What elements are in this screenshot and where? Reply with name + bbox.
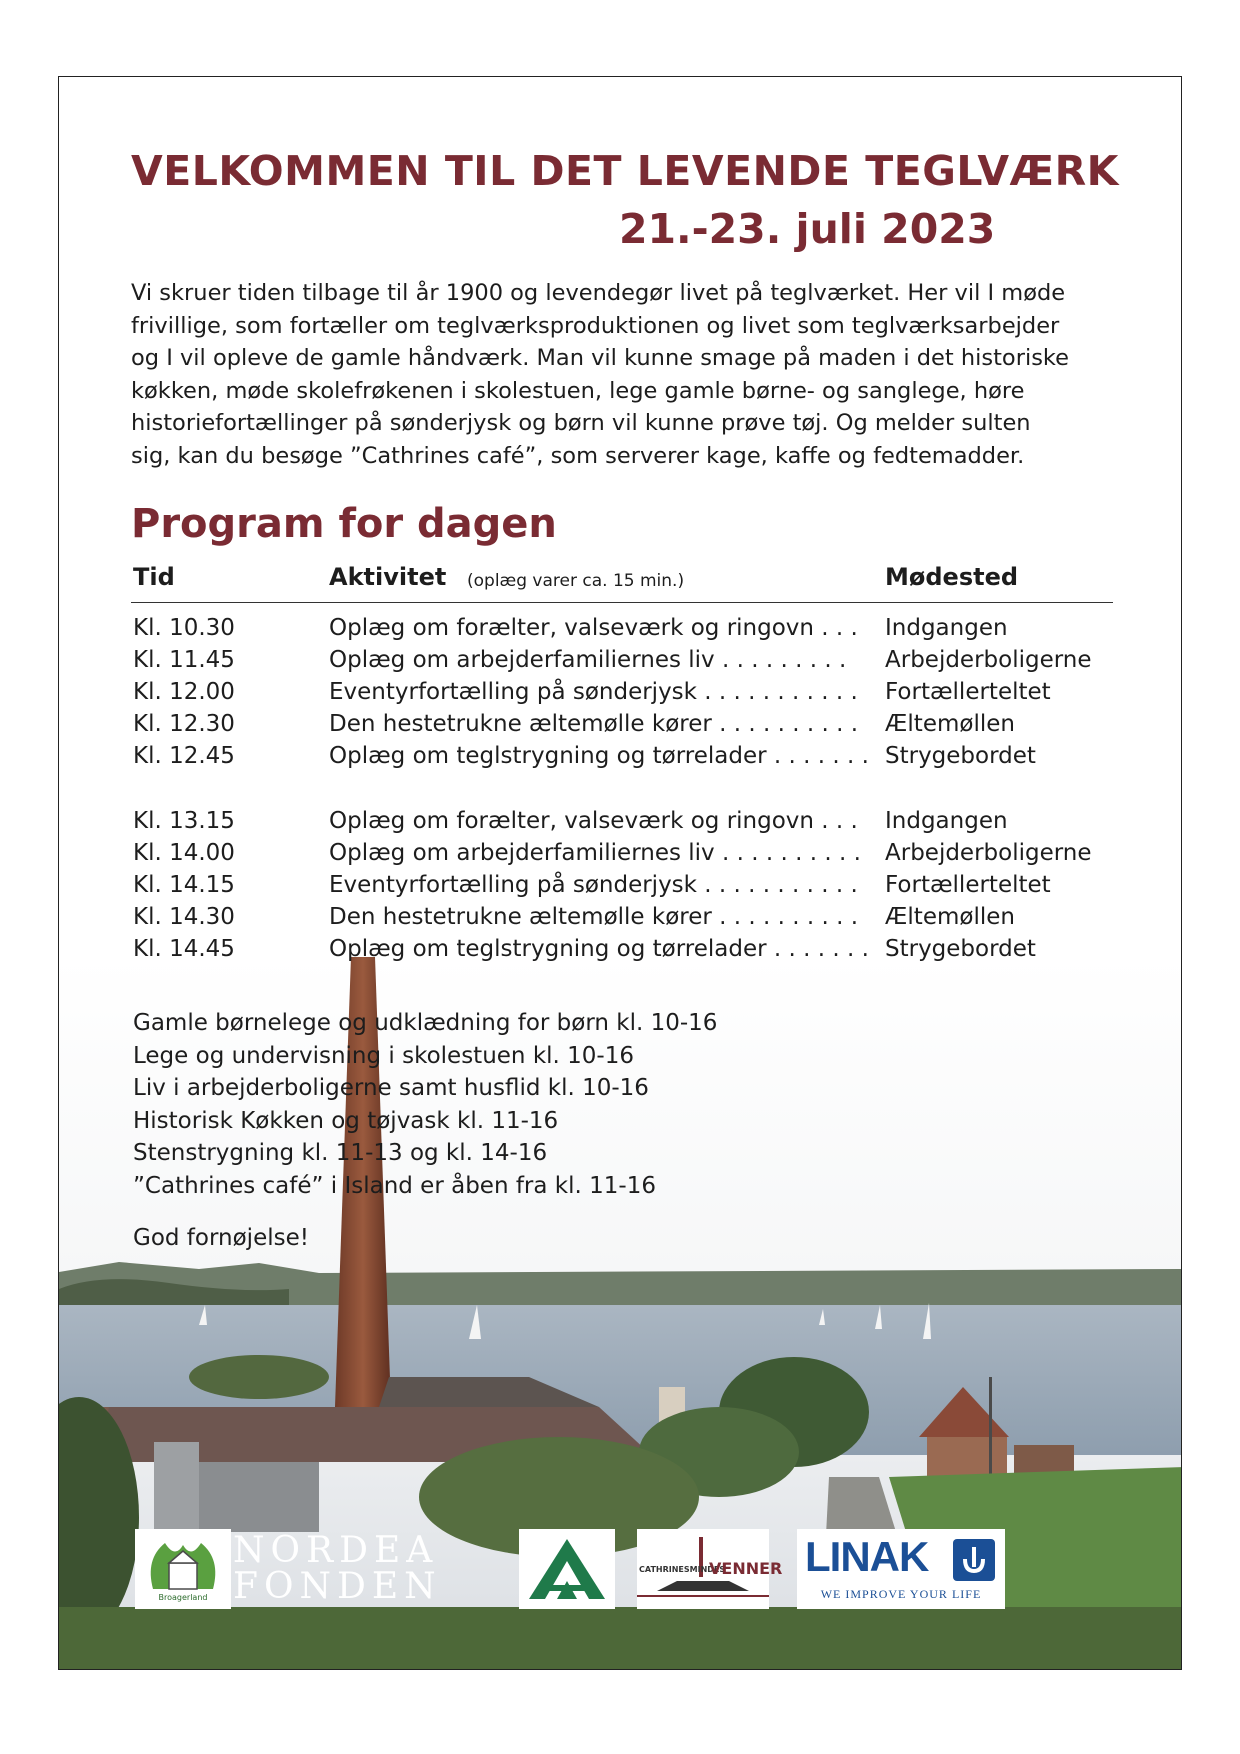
schedule-time: Kl. 11.45 <box>133 647 235 673</box>
intro-paragraph <box>131 277 1131 472</box>
column-header-time: Tid <box>133 563 175 591</box>
schedule-time: Kl. 13.15 <box>133 808 235 834</box>
closing-greeting: God fornøjelse! <box>133 1225 309 1251</box>
nordea-text: NORDEA <box>233 1530 439 1571</box>
intro-line: sig, kan du besøge ”Cathrines café”, som serverer kage, kaffe og fedtemadder. <box>131 442 1025 469</box>
fonden-text: FONDEN <box>233 1566 442 1607</box>
schedule-activity: Oplæg om teglstrygning og tørrelader . . . . . . . <box>329 743 869 769</box>
schedule-time: Kl. 10.30 <box>133 615 235 641</box>
intro-line: køkken, møde skolefrøkenen i skolestuen, lege gamle børne- og sanglege, høre <box>131 377 1025 404</box>
schedule-row <box>59 904 1182 936</box>
schedule-activity: Eventyrfortælling på sønderjysk . . . . . . . . . . . <box>329 679 858 705</box>
venner-text: VENNER <box>709 1559 783 1578</box>
schedule-place: Æltemøllen <box>885 904 1015 930</box>
schedule-row <box>59 872 1182 904</box>
nordea-fonden-logo <box>233 1529 459 1609</box>
column-header-activity: Aktivitet <box>329 563 447 591</box>
schedule-place: Arbejderboligerne <box>885 840 1092 866</box>
schedule-place: Fortællerteltet <box>885 679 1051 705</box>
linak-wordmark: LINAK <box>805 1533 929 1580</box>
schedule-activity: Oplæg om arbejderfamiliernes liv . . . . . . . . . . <box>329 840 861 866</box>
intro-line: og I vil opleve de gamle håndværk. Man vil kunne smage på maden i det historiske <box>131 345 1069 371</box>
program-heading: Program for dagen <box>131 501 557 547</box>
broagerland-label: Broagerland <box>158 1593 208 1602</box>
schedule-time: Kl. 12.30 <box>133 711 235 737</box>
activity-line: Historisk Køkken og tøjvask kl. 11-16 <box>133 1107 559 1134</box>
schedule-time: Kl. 14.15 <box>133 872 235 898</box>
activity-line: Stenstrygning kl. 11-13 og kl. 14-16 <box>133 1140 548 1166</box>
schedule-row <box>59 679 1182 711</box>
poster <box>58 76 1182 1670</box>
linak-logo <box>797 1529 1005 1609</box>
event-date: 21.-23. juli 2023 <box>619 205 996 253</box>
cathrinesmindes-venner-logo <box>637 1529 783 1609</box>
schedule-row <box>59 936 1182 968</box>
schedule-row <box>59 840 1182 872</box>
linak-tagline: WE IMPROVE YOUR LIFE <box>820 1587 982 1601</box>
schedule-time: Kl. 14.30 <box>133 904 235 930</box>
schedule-activity: Oplæg om teglstrygning og tørrelader . . . . . . . <box>329 936 869 962</box>
schedule-time: Kl. 12.45 <box>133 743 235 769</box>
poster-title: VELKOMMEN TIL DET LEVENDE TEGLVÆRK <box>131 147 1119 195</box>
triangle-emblem-icon <box>519 1529 615 1609</box>
schedule-activity: Oplæg om forælter, valseværk og ringovn . . . <box>329 615 858 641</box>
broagerland-logo <box>135 1529 231 1609</box>
schedule-row <box>59 743 1182 775</box>
schedule-place: Fortællerteltet <box>885 872 1051 898</box>
cathrinesmindes-text: CATHRINESMINDES <box>639 1565 726 1574</box>
schedule-place: Indgangen <box>885 615 1008 641</box>
activity-line: Liv i arbejderboligerne samt husflid kl. 10-16 <box>133 1075 649 1101</box>
intro-line: Vi skruer tiden tilbage til år 1900 og levendegør livet på teglværket. Her vil I møde <box>131 280 1066 306</box>
sponsor-triangle-logo <box>519 1529 615 1609</box>
schedule-row <box>59 615 1182 647</box>
activity-line: Lege og undervisning i skolestuen kl. 10-16 <box>133 1042 634 1069</box>
schedule-time: Kl. 14.00 <box>133 840 235 866</box>
all-day-activities <box>133 1007 717 1202</box>
schedule-time: Kl. 14.45 <box>133 936 235 962</box>
header-divider <box>131 602 1113 603</box>
schedule-time: Kl. 12.00 <box>133 679 235 705</box>
intro-line: historiefortællinger på sønderjysk og børn vil kunne prøve tøj. Og melder sulten <box>131 410 1031 436</box>
schedule-place: Indgangen <box>885 808 1008 834</box>
column-header-place: Mødested <box>885 563 1019 591</box>
schedule-place: Strygebordet <box>885 936 1036 962</box>
activity-line: Gamle børnelege og udklædning for børn kl. 10-16 <box>133 1010 718 1036</box>
activity-line: ”Cathrines café” i Island er åben fra kl. 11-16 <box>133 1172 656 1199</box>
intro-line: frivillige, som fortæller om teglværksproduktionen og livet som teglværksarbejder <box>131 312 1060 339</box>
schedule-activity: Den hestetrukne æltemølle kører . . . . . . . . . . <box>329 904 859 930</box>
linak-emblem-icon <box>953 1539 995 1581</box>
schedule-row <box>59 711 1182 743</box>
schedule-place: Arbejderboligerne <box>885 647 1092 673</box>
schedule-row <box>59 808 1182 840</box>
schedule-activity: Oplæg om forælter, valseværk og ringovn . . . <box>329 808 858 834</box>
duration-note: (oplæg varer ca. 15 min.) <box>467 571 685 591</box>
schedule-place: Æltemøllen <box>885 711 1015 737</box>
schedule-activity: Eventyrfortælling på sønderjysk . . . . . . . . . . . <box>329 872 858 898</box>
schedule-row <box>59 647 1182 679</box>
schedule-place: Strygebordet <box>885 743 1036 769</box>
schedule-activity: Oplæg om arbejderfamiliernes liv . . . . . . . . . <box>329 647 847 673</box>
schedule-activity: Den hestetrukne æltemølle kører . . . . . . . . . . <box>329 711 859 737</box>
